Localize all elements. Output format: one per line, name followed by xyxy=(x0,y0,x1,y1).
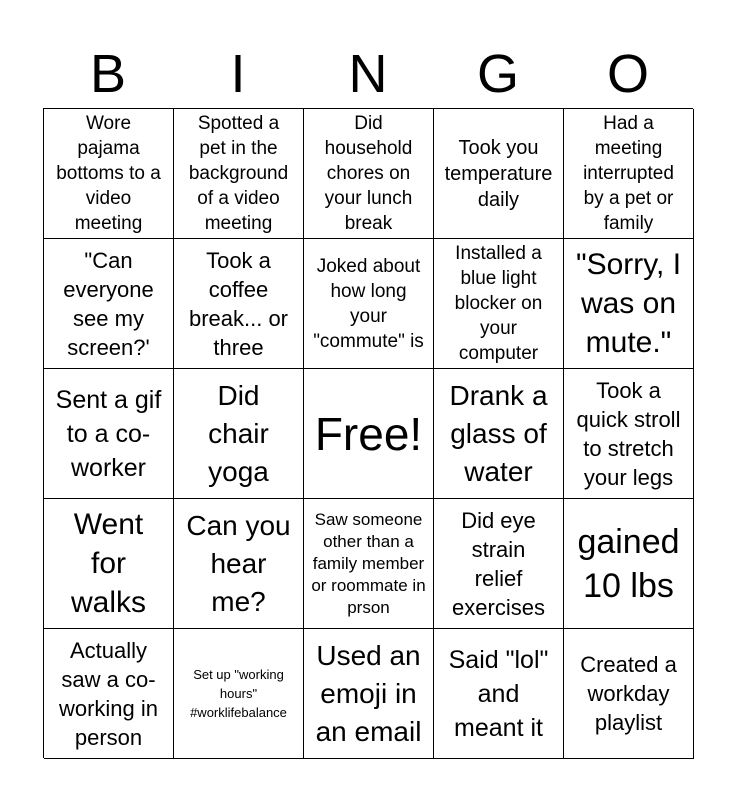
cell-text: Spotted a pet in the background of a video meeting xyxy=(188,113,289,234)
cell-text: Took a quick stroll to stretch your legs xyxy=(576,377,681,490)
cell-text: Sent a gif to a co- worker xyxy=(55,385,162,482)
bingo-cell[interactable] xyxy=(174,239,304,369)
bingo-cell[interactable] xyxy=(564,239,694,369)
bingo-header xyxy=(43,40,693,108)
bingo-cell[interactable] xyxy=(174,109,304,239)
bingo-cell[interactable] xyxy=(304,239,434,369)
cell-text: "Sorry, I was on mute." xyxy=(575,248,682,359)
bingo-cell[interactable] xyxy=(44,499,174,629)
bingo-cell[interactable] xyxy=(44,629,174,759)
bingo-cell[interactable] xyxy=(44,369,174,499)
bingo-cell[interactable] xyxy=(304,629,434,759)
bingo-cell[interactable] xyxy=(564,109,694,239)
cell-text: Had a meeting interrupted by a pet or family xyxy=(583,113,674,234)
header-letter-n: N xyxy=(348,44,388,104)
header-letter-b: B xyxy=(89,44,127,104)
bingo-cell[interactable] xyxy=(564,629,694,759)
header-letter-g: G xyxy=(476,44,519,104)
cell-text: Set up "working hours" #worklifebalance xyxy=(190,667,287,720)
bingo-cell[interactable] xyxy=(44,109,174,239)
bingo-cell[interactable] xyxy=(564,369,694,499)
bingo-board xyxy=(43,108,693,758)
bingo-cell[interactable] xyxy=(304,109,434,239)
cell-text: Joked about how long your "commute" is xyxy=(313,255,424,352)
bingo-cell[interactable] xyxy=(434,499,564,629)
cell-text: Did household chores on your lunch break xyxy=(324,113,413,234)
bingo-cell[interactable] xyxy=(174,499,304,629)
cell-text: Wore pajama bottoms to a video meeting xyxy=(56,113,161,234)
free-space[interactable] xyxy=(304,369,434,499)
header-letter-i: I xyxy=(230,44,246,104)
bingo-cell[interactable] xyxy=(174,369,304,499)
bingo-cell[interactable] xyxy=(434,629,564,759)
bingo-cell[interactable] xyxy=(44,239,174,369)
cell-text: Used an emoji in an email xyxy=(315,639,422,747)
cell-text: Went for walks xyxy=(70,508,146,619)
bingo-cell[interactable] xyxy=(434,109,564,239)
cell-text: Did eye strain relief exercises xyxy=(452,507,545,620)
bingo-cell[interactable] xyxy=(434,239,564,369)
free-space-text: Free! xyxy=(314,407,423,460)
cell-text: Actually saw a co- working in person xyxy=(58,637,159,750)
cell-text: Installed a blue light blocker on your computer xyxy=(454,243,543,364)
cell-text: gained 10 lbs xyxy=(577,522,680,605)
bingo-cell[interactable] xyxy=(174,629,304,759)
cell-text: Drank a glass of water xyxy=(449,379,548,487)
bingo-cell[interactable] xyxy=(434,369,564,499)
header-letter-o: O xyxy=(606,44,649,104)
bingo-cell[interactable] xyxy=(304,499,434,629)
cell-text: Said "lol" and meant it xyxy=(448,645,549,742)
cell-text: Saw someone other than a family member or roommate in prson xyxy=(311,509,426,617)
cell-text: Created a workday playlist xyxy=(580,652,677,735)
cell-text: Took you temperature daily xyxy=(444,136,553,211)
cell-text: "Can everyone see my screen?' xyxy=(63,247,154,360)
cell-text: Took a coffee break... or three xyxy=(188,247,289,360)
bingo-cell[interactable] xyxy=(564,499,694,629)
cell-text: Did chair yoga xyxy=(208,379,269,487)
cell-text: Can you hear me? xyxy=(186,509,291,617)
